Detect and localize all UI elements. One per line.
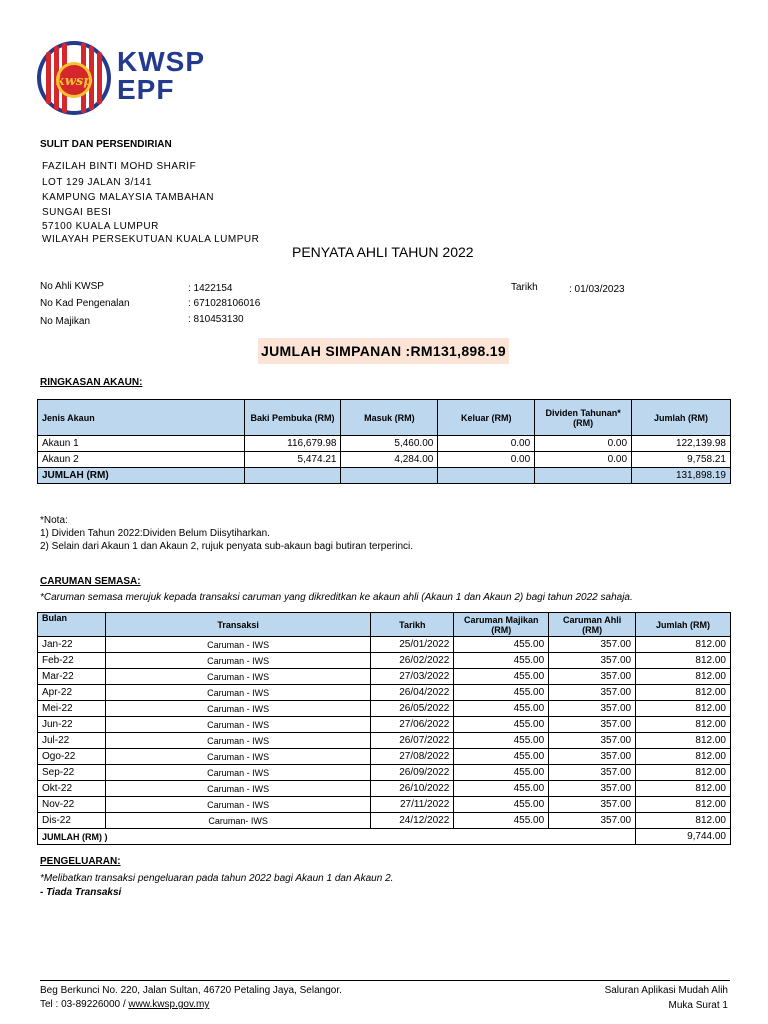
- member-no-value: : 1422154: [188, 283, 233, 294]
- employer-amount: 455.00: [454, 813, 549, 829]
- kwsp-emblem-icon: [36, 38, 116, 118]
- account-name: Akaun 2: [38, 452, 245, 468]
- member-amount: 357.00: [549, 813, 636, 829]
- employer-label: No Majikan: [40, 316, 91, 327]
- row-total: 812.00: [636, 733, 731, 749]
- withdrawals-subtitle: *Melibatkan transaksi pengeluaran pada tahun 2022 bagi Akaun 1 dan Akaun 2.: [40, 873, 394, 884]
- contributions-total-row: [38, 829, 731, 845]
- transaction: Caruman - IWS: [105, 733, 370, 749]
- employer-value: : 810453130: [188, 314, 244, 325]
- month: Mar-22: [38, 669, 106, 685]
- transaction: Caruman - IWS: [105, 765, 370, 781]
- footer-contact: [40, 999, 209, 1010]
- address-line-4: 57100 KUALA LUMPUR: [42, 221, 159, 232]
- date: 24/12/2022: [371, 813, 454, 829]
- employer-amount: 455.00: [454, 701, 549, 717]
- table-row: [38, 653, 731, 669]
- summary-header-dividend: Dividen Tahunan* (RM): [535, 400, 632, 436]
- summary-header-total: Jumlah (RM): [632, 400, 731, 436]
- member-amount: 357.00: [549, 797, 636, 813]
- dividend-amount: 0.00: [535, 452, 632, 468]
- footer-channel: Saluran Aplikasi Mudah Alih: [604, 985, 728, 996]
- month: Okt-22: [38, 781, 106, 797]
- address-line-3: SUNGAI BESI: [42, 207, 112, 218]
- row-total: 812.00: [636, 653, 731, 669]
- member-amount: 357.00: [549, 685, 636, 701]
- contributions-title: CARUMAN SEMASA:: [40, 576, 141, 587]
- table-row: [38, 685, 731, 701]
- employer-amount: 455.00: [454, 653, 549, 669]
- withdrawals-none: - Tiada Transaksi: [40, 887, 122, 898]
- statement-title: PENYATA AHLI TAHUN 2022: [292, 244, 474, 260]
- member-amount: 357.00: [549, 781, 636, 797]
- contrib-header-transaction: Transaksi: [105, 613, 370, 637]
- notes-label: *Nota:: [40, 515, 68, 526]
- member-amount: 357.00: [549, 669, 636, 685]
- out-amount: 0.00: [438, 452, 535, 468]
- member-amount: 357.00: [549, 749, 636, 765]
- date-value: : 01/03/2023: [569, 284, 625, 295]
- footer-page: Muka Surat 1: [668, 1000, 728, 1011]
- summary-total-value: 131,898.19: [632, 468, 731, 484]
- member-amount: 357.00: [549, 765, 636, 781]
- employer-amount: 455.00: [454, 669, 549, 685]
- date: 26/04/2022: [371, 685, 454, 701]
- summary-table: [37, 399, 731, 484]
- member-amount: 357.00: [549, 701, 636, 717]
- transaction: Caruman - IWS: [105, 653, 370, 669]
- in-amount: 5,460.00: [341, 436, 438, 452]
- row-total: 812.00: [636, 717, 731, 733]
- employer-amount: 455.00: [454, 685, 549, 701]
- member-amount: 357.00: [549, 653, 636, 669]
- total-amount: 9,758.21: [632, 452, 731, 468]
- table-row: [38, 669, 731, 685]
- table-row: [38, 717, 731, 733]
- row-total: 812.00: [636, 637, 731, 653]
- transaction: Caruman - IWS: [105, 797, 370, 813]
- svg-text:kwsp: kwsp: [55, 74, 93, 89]
- row-total: 812.00: [636, 701, 731, 717]
- member-amount: 357.00: [549, 637, 636, 653]
- contributions-table: [37, 612, 731, 845]
- transaction: Caruman - IWS: [105, 749, 370, 765]
- table-row: [38, 701, 731, 717]
- employer-amount: 455.00: [454, 637, 549, 653]
- month: Sep-22: [38, 765, 106, 781]
- opening-balance: 5,474.21: [244, 452, 341, 468]
- date: 26/10/2022: [371, 781, 454, 797]
- table-row: [38, 797, 731, 813]
- employer-amount: 455.00: [454, 733, 549, 749]
- member-amount: 357.00: [549, 733, 636, 749]
- contrib-header-employer: Caruman Majikan (RM): [454, 613, 549, 637]
- contrib-header-date: Tarikh: [371, 613, 454, 637]
- month: Feb-22: [38, 653, 106, 669]
- date: 26/09/2022: [371, 765, 454, 781]
- employer-amount: 455.00: [454, 749, 549, 765]
- date: 25/01/2022: [371, 637, 454, 653]
- total-savings-box: JUMLAH SIMPANAN :RM131,898.19: [258, 338, 509, 364]
- month: Nov-22: [38, 797, 106, 813]
- contrib-header-month: Bulan: [38, 613, 106, 637]
- address-line-5: WILAYAH PERSEKUTUAN KUALA LUMPUR: [42, 234, 260, 245]
- footer-address: Beg Berkunci No. 220, Jalan Sultan, 46720 Petaling Jaya, Selangor.: [40, 985, 342, 996]
- date: 27/11/2022: [371, 797, 454, 813]
- address-line-1: LOT 129 JALAN 3/141: [42, 177, 152, 188]
- row-total: 812.00: [636, 781, 731, 797]
- summary-header-row: [38, 400, 731, 436]
- month: Jun-22: [38, 717, 106, 733]
- transaction: Caruman- IWS: [105, 813, 370, 829]
- dividend-amount: 0.00: [535, 436, 632, 452]
- month: Jan-22: [38, 637, 106, 653]
- summary-header-out: Keluar (RM): [438, 400, 535, 436]
- table-row: [38, 733, 731, 749]
- table-row: [38, 781, 731, 797]
- contributions-subtitle: *Caruman semasa merujuk kepada transaksi caruman yang dikreditkan ke akaun ahli (Akaun 1 dan Akaun 2) bagi tahun 2022 sahaja.: [40, 592, 633, 603]
- footer-divider: [40, 980, 730, 981]
- transaction: Caruman - IWS: [105, 685, 370, 701]
- month: Mei-22: [38, 701, 106, 717]
- summary-header-in: Masuk (RM): [341, 400, 438, 436]
- transaction: Caruman - IWS: [105, 701, 370, 717]
- brand-name-epf: EPF: [117, 74, 175, 105]
- contributions-header-row: [38, 613, 731, 637]
- ic-value: : 671028106016: [188, 298, 261, 309]
- date: 27/06/2022: [371, 717, 454, 733]
- withdrawals-title: PENGELUARAN:: [40, 856, 121, 867]
- contributions-total-label: JUMLAH (RM) ): [38, 829, 636, 845]
- total-amount: 122,139.98: [632, 436, 731, 452]
- row-total: 812.00: [636, 749, 731, 765]
- transaction: Caruman - IWS: [105, 637, 370, 653]
- employer-amount: 455.00: [454, 781, 549, 797]
- footer-tel: Tel : 03-89226000 /: [40, 999, 129, 1010]
- row-total: 812.00: [636, 797, 731, 813]
- table-row: [38, 765, 731, 781]
- date-label: Tarikh: [511, 282, 538, 293]
- summary-title: RINGKASAN AKAUN:: [40, 377, 143, 388]
- date: 26/02/2022: [371, 653, 454, 669]
- contrib-header-member: Caruman Ahli (RM): [549, 613, 636, 637]
- employer-amount: 455.00: [454, 765, 549, 781]
- brand-name-kwsp: KWSP: [117, 46, 205, 77]
- table-row: [38, 749, 731, 765]
- month: Apr-22: [38, 685, 106, 701]
- address-line-2: KAMPUNG MALAYSIA TAMBAHAN: [42, 192, 214, 203]
- date: 27/08/2022: [371, 749, 454, 765]
- row-total: 812.00: [636, 669, 731, 685]
- summary-header-opening: Baki Pembuka (RM): [244, 400, 341, 436]
- employer-amount: 455.00: [454, 797, 549, 813]
- row-total: 812.00: [636, 813, 731, 829]
- month: Jul-22: [38, 733, 106, 749]
- date: 27/03/2022: [371, 669, 454, 685]
- date: 26/07/2022: [371, 733, 454, 749]
- summary-total-label: JUMLAH (RM): [38, 468, 245, 484]
- classification-label: SULIT DAN PERSENDIRIAN: [40, 139, 172, 150]
- out-amount: 0.00: [438, 436, 535, 452]
- account-name: Akaun 1: [38, 436, 245, 452]
- table-row: [38, 637, 731, 653]
- table-row: [38, 452, 731, 468]
- summary-total-row: [38, 468, 731, 484]
- table-row: [38, 436, 731, 452]
- transaction: Caruman - IWS: [105, 669, 370, 685]
- row-total: 812.00: [636, 685, 731, 701]
- website-link[interactable]: www.kwsp.gov.my: [128, 999, 210, 1010]
- opening-balance: 116,679.98: [244, 436, 341, 452]
- row-total: 812.00: [636, 765, 731, 781]
- month: Ogo-22: [38, 749, 106, 765]
- date: 26/05/2022: [371, 701, 454, 717]
- ic-label: No Kad Pengenalan: [40, 298, 130, 309]
- table-row: [38, 813, 731, 829]
- transaction: Caruman - IWS: [105, 717, 370, 733]
- transaction: Caruman - IWS: [105, 781, 370, 797]
- month: Dis-22: [38, 813, 106, 829]
- member-no-label: No Ahli KWSP: [40, 281, 104, 292]
- contrib-header-total: Jumlah (RM): [636, 613, 731, 637]
- address-line-name: FAZILAH BINTI MOHD SHARIF: [42, 161, 197, 172]
- note-item-2: 2) Selain dari Akaun 1 dan Akaun 2, rujuk penyata sub-akaun bagi butiran terperinci.: [40, 541, 414, 552]
- contributions-total-value: 9,744.00: [636, 829, 731, 845]
- in-amount: 4,284.00: [341, 452, 438, 468]
- note-item-1: 1) Dividen Tahun 2022:Dividen Belum Diisytiharkan.: [40, 528, 270, 539]
- employer-amount: 455.00: [454, 717, 549, 733]
- member-amount: 357.00: [549, 717, 636, 733]
- summary-header-account: Jenis Akaun: [38, 400, 245, 436]
